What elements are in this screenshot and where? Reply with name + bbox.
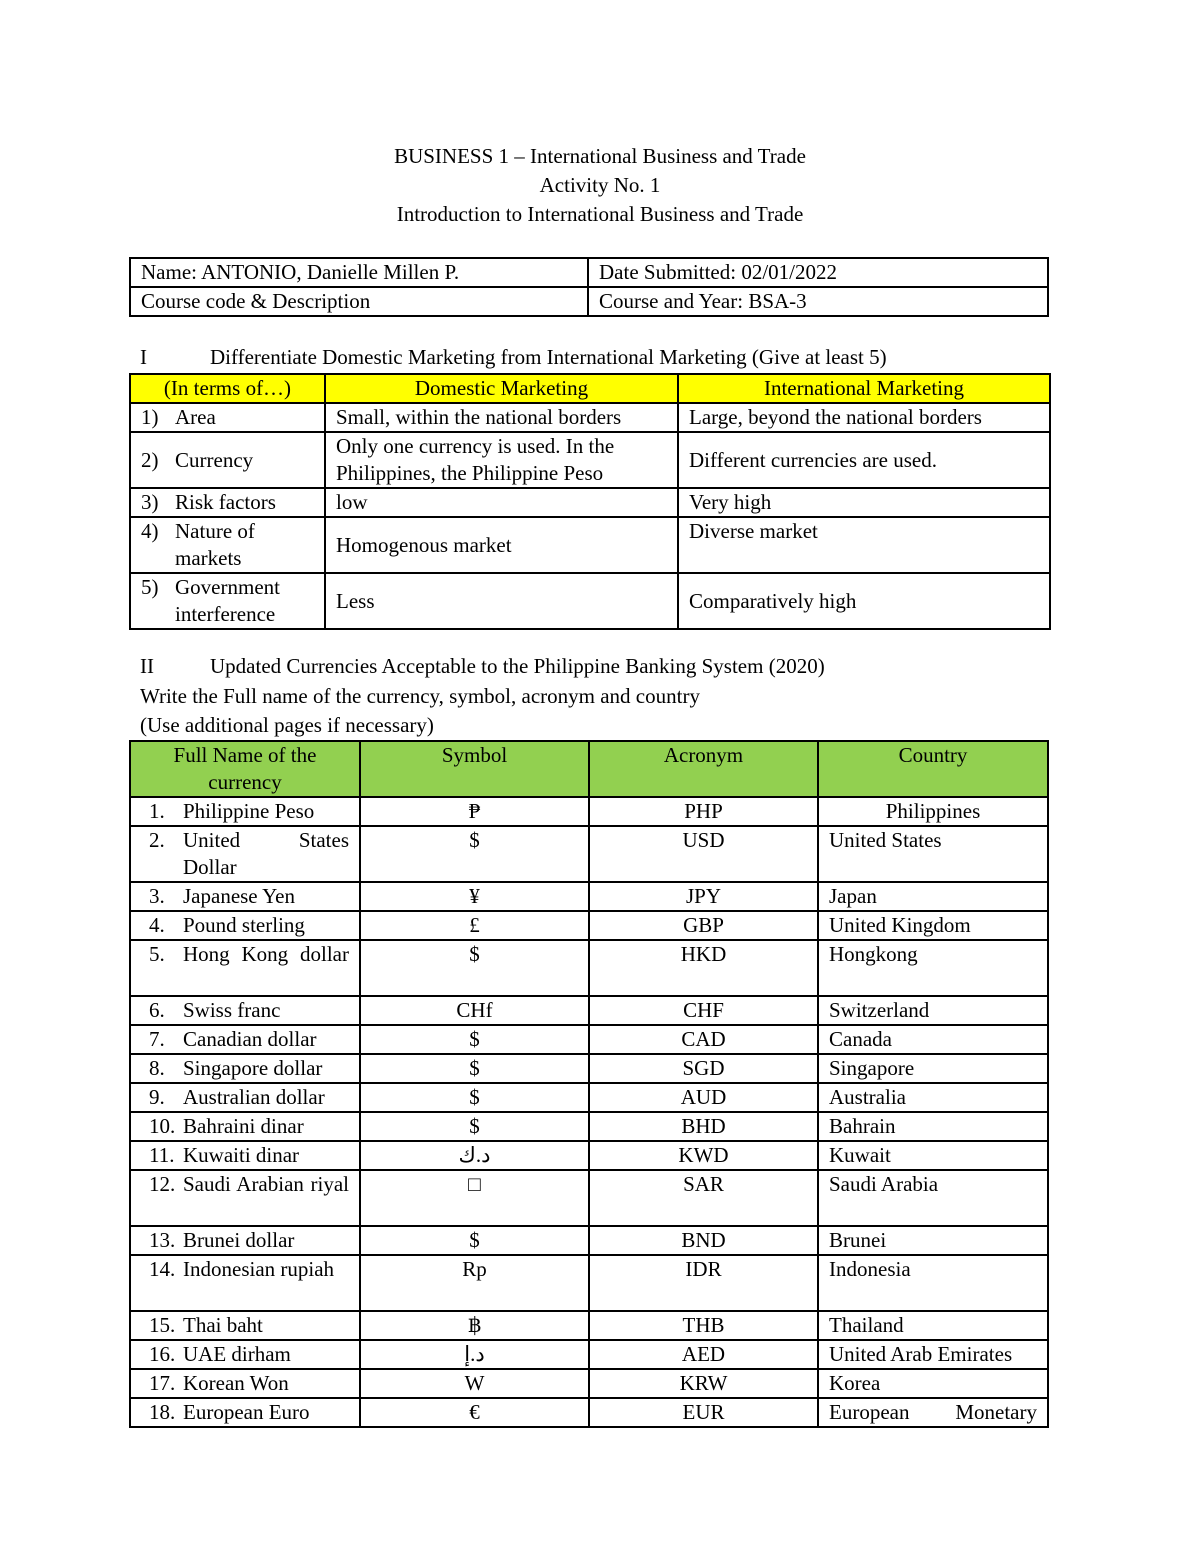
- currency-acronym: EUR: [589, 1398, 818, 1427]
- currency-symbol: W: [360, 1369, 589, 1398]
- date-submitted: Date Submitted: 02/01/2022: [588, 258, 1048, 287]
- currency-acronym: KWD: [589, 1141, 818, 1170]
- table-row: [130, 573, 1050, 629]
- currency-symbol: $: [360, 1054, 589, 1083]
- row-number: 2.: [149, 828, 165, 852]
- currency-country: Philippines: [818, 797, 1048, 826]
- currency-name: Swiss franc: [183, 998, 281, 1022]
- currency-country: Australia: [818, 1083, 1048, 1112]
- row-number: 4): [141, 519, 159, 543]
- currency-acronym: JPY: [589, 882, 818, 911]
- currency-name: Canadian dollar: [183, 1027, 317, 1051]
- table-row: [130, 1398, 1048, 1427]
- table-row: [130, 403, 1050, 432]
- table-row: [130, 1311, 1048, 1340]
- currency-symbol: د.ك: [360, 1141, 589, 1170]
- currency-acronym: GBP: [589, 911, 818, 940]
- row-number: 17.: [149, 1371, 176, 1395]
- row-number: 12.: [149, 1172, 176, 1196]
- currency-country: United Kingdom: [818, 911, 1048, 940]
- row-number: 8.: [149, 1056, 165, 1080]
- course-title: BUSINESS 1 – International Business and Trade: [394, 144, 806, 168]
- row-term: Currency: [175, 447, 254, 472]
- table-row: [130, 996, 1048, 1025]
- currency-symbol: $: [360, 826, 589, 882]
- table-row: [130, 797, 1048, 826]
- currency-symbol: £: [360, 911, 589, 940]
- activity-title: Introduction to International Business and Trade: [396, 202, 804, 226]
- table-header-row: [130, 741, 1048, 797]
- header-acronym: Acronym: [589, 741, 818, 797]
- currency-symbol: Rp: [360, 1255, 589, 1311]
- table-row: [130, 1025, 1048, 1054]
- currency-symbol: □: [360, 1170, 589, 1226]
- currency-symbol: CHf: [360, 996, 589, 1025]
- currency-name: Korean Won: [183, 1371, 289, 1395]
- row-domestic: Small, within the national borders: [325, 403, 678, 432]
- section1-heading: [140, 343, 887, 372]
- row-number: 14.: [149, 1257, 176, 1281]
- currency-name: Saudi Arabian riyal: [183, 1172, 349, 1196]
- currency-symbol: $: [360, 1083, 589, 1112]
- currency-acronym: BND: [589, 1226, 818, 1255]
- row-number: 15.: [149, 1313, 176, 1337]
- currency-acronym: HKD: [589, 940, 818, 996]
- row-number: 1): [141, 405, 159, 429]
- currency-name: Australian dollar: [183, 1085, 325, 1109]
- marketing-comparison-table: [129, 373, 1051, 630]
- currency-name: Bahraini dinar: [183, 1114, 304, 1138]
- row-number: 18.: [149, 1400, 176, 1424]
- student-name: Name: ANTONIO, Danielle Millen P.: [130, 258, 588, 287]
- currency-country: Hongkong: [818, 940, 1048, 996]
- currency-name: European Euro: [183, 1400, 310, 1424]
- row-number: 10.: [149, 1114, 176, 1138]
- section2-number: II: [140, 654, 154, 678]
- currency-symbol: د.إ: [360, 1340, 589, 1369]
- currency-acronym: BHD: [589, 1112, 818, 1141]
- table-row: [130, 1255, 1048, 1311]
- row-international: Comparatively high: [678, 573, 1050, 629]
- currency-symbol: €: [360, 1398, 589, 1427]
- row-number: 7.: [149, 1027, 165, 1051]
- currency-country: Switzerland: [818, 996, 1048, 1025]
- table-row: [130, 940, 1048, 996]
- row-term: Government interference: [175, 575, 280, 626]
- table-row: [130, 1369, 1048, 1398]
- row-number: 13.: [149, 1228, 176, 1252]
- currency-country: United Arab Emirates: [818, 1340, 1048, 1369]
- currency-symbol: ¥: [360, 882, 589, 911]
- row-domestic: Homogenous market: [325, 517, 678, 573]
- currency-name: Indonesian rupiah: [183, 1257, 335, 1281]
- currency-acronym: SGD: [589, 1054, 818, 1083]
- currency-acronym: IDR: [589, 1255, 818, 1311]
- currency-acronym: THB: [589, 1311, 818, 1340]
- currency-country: Korea: [818, 1369, 1048, 1398]
- row-international: Different currencies are used.: [678, 432, 1050, 488]
- course-year: Course and Year: BSA-3: [588, 287, 1048, 316]
- currency-symbol: $: [360, 940, 589, 996]
- currency-country: Saudi Arabia: [818, 1170, 1048, 1226]
- section2-title: Updated Currencies Acceptable to the Philippine Banking System (2020): [210, 654, 825, 678]
- section2-instruction: Write the Full name of the currency, symbol, acronym and country: [140, 684, 700, 708]
- table-row: [130, 826, 1048, 882]
- currency-acronym: AUD: [589, 1083, 818, 1112]
- currency-country: Japan: [818, 882, 1048, 911]
- currency-country: Bahrain: [818, 1112, 1048, 1141]
- row-number: 3.: [149, 884, 165, 908]
- row-international: Diverse market: [678, 517, 1050, 573]
- section2-heading: [140, 652, 825, 681]
- header-in-terms-of: (In terms of…): [130, 374, 325, 403]
- header-international: International Marketing: [678, 374, 1050, 403]
- table-row: [130, 1226, 1048, 1255]
- table-row: [130, 1141, 1048, 1170]
- currency-name: Kuwaiti dinar: [183, 1143, 300, 1167]
- currency-country: Indonesia: [818, 1255, 1048, 1311]
- currency-country: Singapore: [818, 1054, 1048, 1083]
- row-number: 3): [141, 490, 159, 514]
- currency-acronym: SAR: [589, 1170, 818, 1226]
- currency-acronym: CAD: [589, 1025, 818, 1054]
- currency-name: Hong Kong dollar: [183, 942, 349, 966]
- student-info-table: [129, 257, 1049, 317]
- activity-number: Activity No. 1: [539, 173, 661, 197]
- table-row: [130, 517, 1050, 573]
- row-number: 1.: [149, 799, 165, 823]
- row-number: 5.: [149, 942, 165, 966]
- section2-note: (Use additional pages if necessary): [140, 713, 434, 737]
- row-number: 16.: [149, 1342, 176, 1366]
- currency-name: Thai baht: [183, 1313, 263, 1337]
- header-country: Country: [818, 741, 1048, 797]
- table-header-row: [130, 374, 1050, 403]
- currency-country: Canada: [818, 1025, 1048, 1054]
- currency-symbol: $: [360, 1112, 589, 1141]
- currency-acronym: AED: [589, 1340, 818, 1369]
- table-row: [130, 1170, 1048, 1226]
- currency-symbol: $: [360, 1025, 589, 1054]
- table-row: [130, 1112, 1048, 1141]
- currency-country: Brunei: [818, 1226, 1048, 1255]
- row-term: Nature of markets: [175, 519, 255, 570]
- table-row: [130, 488, 1050, 517]
- row-number: 2): [141, 447, 159, 472]
- currency-country: European Monetary: [818, 1398, 1048, 1427]
- currency-country: Thailand: [818, 1311, 1048, 1340]
- currency-name: Singapore dollar: [183, 1056, 323, 1080]
- currency-acronym: PHP: [589, 797, 818, 826]
- table-row: [130, 1054, 1048, 1083]
- table-row: [130, 432, 1050, 488]
- section1-number: I: [140, 345, 147, 369]
- currency-acronym: CHF: [589, 996, 818, 1025]
- table-row: [130, 1083, 1048, 1112]
- header-domestic: Domestic Marketing: [325, 374, 678, 403]
- row-term: Area: [175, 405, 216, 429]
- currency-acronym: KRW: [589, 1369, 818, 1398]
- currency-name: Pound sterling: [183, 913, 305, 937]
- table-row: [130, 911, 1048, 940]
- row-domestic: low: [325, 488, 678, 517]
- document-header: [0, 142, 1200, 229]
- currency-name: Brunei dollar: [183, 1228, 295, 1252]
- currency-symbol: $: [360, 1226, 589, 1255]
- table-row: [130, 1340, 1048, 1369]
- currency-symbol: ₱: [360, 797, 589, 826]
- row-domestic: Only one currency is used. In the Philippines, the Philippine Peso: [325, 432, 678, 488]
- currency-symbol: ฿: [360, 1311, 589, 1340]
- currency-table: [129, 740, 1049, 1428]
- currency-acronym: USD: [589, 826, 818, 882]
- currency-country: United States: [818, 826, 1048, 882]
- currency-country: Kuwait: [818, 1141, 1048, 1170]
- row-number: 4.: [149, 913, 165, 937]
- currency-name: UAE dirham: [183, 1342, 291, 1366]
- currency-name: United States Dollar: [183, 828, 349, 879]
- currency-name: Japanese Yen: [183, 884, 295, 908]
- row-term: Risk factors: [175, 490, 276, 514]
- row-international: Very high: [678, 488, 1050, 517]
- currency-name: Philippine Peso: [183, 799, 315, 823]
- row-domestic: Less: [325, 573, 678, 629]
- row-number: 6.: [149, 998, 165, 1022]
- table-row: [130, 882, 1048, 911]
- course-code: Course code & Description: [130, 287, 588, 316]
- row-international: Large, beyond the national borders: [678, 403, 1050, 432]
- header-full-name: Full Name of the currency: [130, 741, 360, 797]
- section1-title: Differentiate Domestic Marketing from International Marketing (Give at least 5): [210, 345, 887, 369]
- row-number: 9.: [149, 1085, 165, 1109]
- header-symbol: Symbol: [360, 741, 589, 797]
- row-number: 5): [141, 575, 159, 599]
- row-number: 11.: [149, 1143, 175, 1167]
